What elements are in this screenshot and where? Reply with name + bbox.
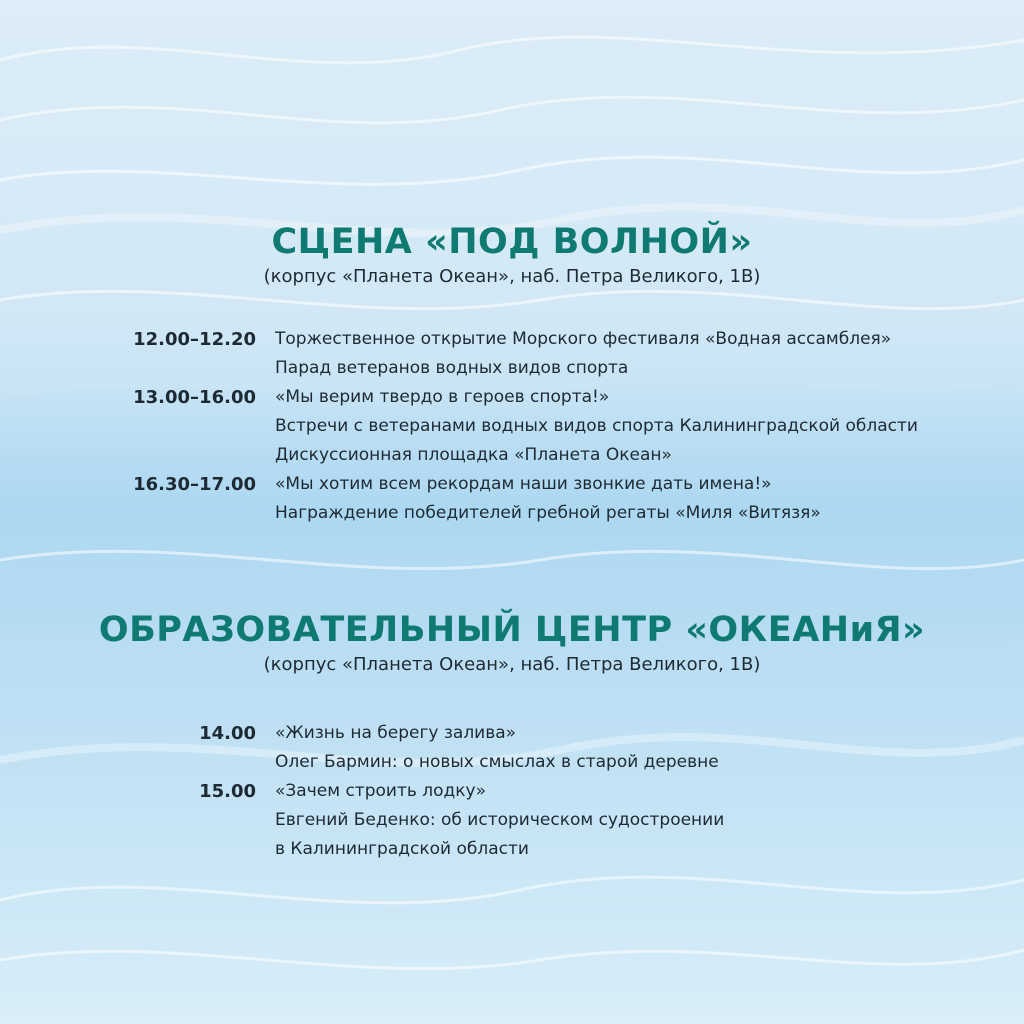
schedule-text: Торжественное открытие Морского фестиваля «Водная ассамблея» [275,329,892,349]
schedule-row [0,354,1024,383]
schedule-text: «Жизнь на берегу залива» [275,723,517,743]
stage-schedule [0,325,1024,528]
schedule-row [0,777,1024,806]
schedule-text: Награждение победителей гребной регаты «Миля «Витязя» [275,503,821,523]
schedule-text: «Мы верим твердо в героев спорта!» [275,387,610,407]
schedule-row [0,748,1024,777]
schedule-text: Олег Бармин: о новых смыслах в старой деревне [275,752,719,772]
schedule-text: в Калининградской области [275,839,529,859]
education-subtitle: (корпус «Планета Океан», наб. Петра Великого, 1В) [263,654,761,675]
schedule-row [0,499,1024,528]
schedule-text: Встречи с ветеранами водных видов спорта Калининградской области [275,416,918,436]
education-title: ОБРАЗОВАТЕЛЬНЫЙ ЦЕНТР «ОКЕАНиЯ» [98,610,926,650]
schedule-time: 16.30–17.00 [133,474,256,495]
schedule-time: 12.00–12.20 [133,329,256,350]
schedule-time: 15.00 [199,781,256,802]
schedule-row [0,325,1024,354]
schedule-row [0,470,1024,499]
education-schedule [0,719,1024,864]
schedule-text: «Мы хотим всем рекордам наши звонкие дать имена!» [275,474,772,494]
schedule-row [0,835,1024,864]
schedule-time: 13.00–16.00 [133,387,256,408]
schedule-row [0,806,1024,835]
schedule-text: «Зачем строить лодку» [275,781,487,801]
schedule-text: Парад ветеранов водных видов спорта [275,358,629,378]
schedule-row [0,441,1024,470]
schedule-row [0,383,1024,412]
schedule-text: Евгений Беденко: об историческом судостроении [275,810,725,830]
education-section [0,610,1024,676]
schedule-text: Дискуссионная площадка «Планета Океан» [275,445,672,465]
schedule-row [0,719,1024,748]
stage-subtitle: (корпус «Планета Океан», наб. Петра Великого, 1В) [263,266,761,287]
schedule-row [0,412,1024,441]
schedule-time: 14.00 [199,723,256,744]
stage-title: СЦЕНА «ПОД ВОЛНОЙ» [271,222,753,262]
stage-section [0,222,1024,288]
